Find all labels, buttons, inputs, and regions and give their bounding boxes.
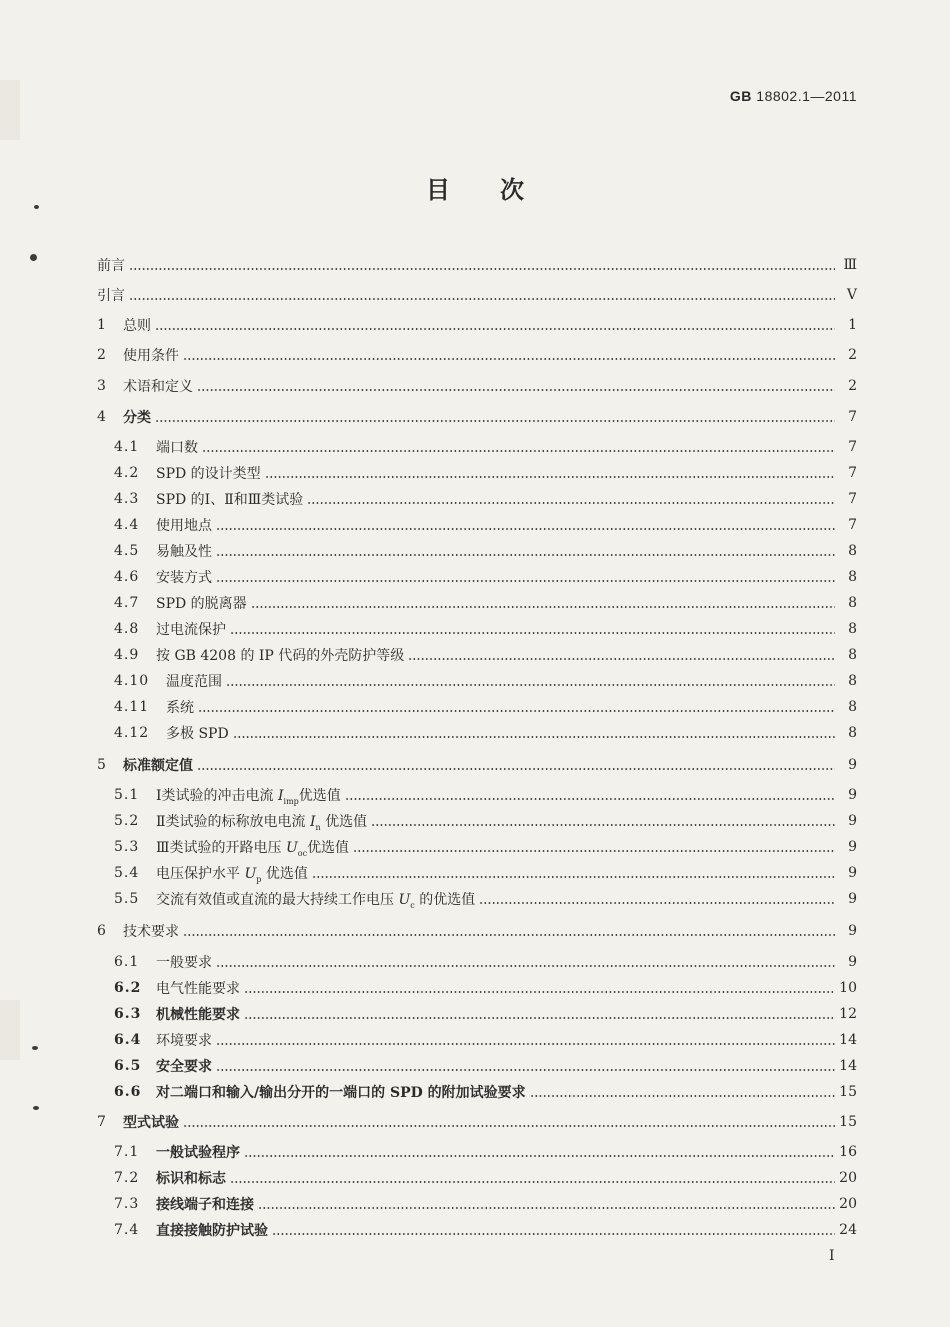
- scan-speck: [32, 1046, 38, 1050]
- scan-speck: [30, 254, 37, 261]
- toc-entry-4-6[interactable]: 4.6 安装方式 8: [114, 569, 857, 586]
- toc-entry-4-8[interactable]: 4.8 过电流保护 8: [114, 621, 857, 638]
- scan-speck: [34, 205, 39, 209]
- toc-entry-6-2[interactable]: 6.2 电气性能要求 10: [114, 980, 857, 997]
- toc-entry-introduction[interactable]: 引言 Ⅴ: [97, 287, 857, 304]
- toc-entry-5-4[interactable]: 5.4 电压保护水平 $U_p$ 优选值 9: [97, 862, 857, 884]
- toc-label-5-1: Ⅰ类试验的冲击电流 $I_{imp}$优选值: [156, 787, 341, 806]
- toc-entry-6-3[interactable]: 6.3 机械性能要求 12: [114, 1006, 857, 1023]
- toc-entry-5-3[interactable]: 5.3 Ⅲ类试验的开路电压 $U_{oc}$优选值 9: [97, 836, 857, 858]
- toc-entry-5-5[interactable]: 5.5 交流有效值或直流的最大持续工作电压 $U_c$ 的优选值 9: [97, 888, 857, 910]
- toc-entry-7-1[interactable]: 7.1 一般试验程序 16: [114, 1144, 857, 1161]
- page-title: 目次: [426, 175, 574, 204]
- toc-entry-1[interactable]: 1 总则 1: [97, 317, 857, 334]
- toc-entry-4[interactable]: 4 分类 7: [97, 409, 857, 426]
- standard-prefix: GB: [729, 88, 752, 104]
- standard-code: [730, 88, 857, 104]
- toc-entry-4-10[interactable]: 4.10 温度范围 8: [114, 673, 857, 690]
- toc-entry-4-7[interactable]: 4.7 SPD 的脱离器 8: [114, 595, 857, 612]
- scan-speck: [33, 1106, 39, 1110]
- toc-label-5-2: Ⅱ类试验的标称放电电流 $I_n$ 优选值: [156, 813, 368, 832]
- toc-entry-4-2[interactable]: 4.2 SPD 的设计类型 7: [114, 465, 857, 482]
- toc-entry-4-12[interactable]: 4.12 多极 SPD 8: [114, 725, 857, 742]
- toc-entry-4-4[interactable]: 4.4 使用地点 7: [114, 517, 857, 534]
- toc-entry-4-11[interactable]: 4.11 系统 8: [114, 699, 857, 716]
- toc-entry-4-9[interactable]: 4.9 按 GB 4208 的 IP 代码的外壳防护等级 8: [114, 647, 857, 664]
- toc-entry-6-4[interactable]: 6.4 环境要求 14: [114, 1032, 857, 1049]
- toc-entry-7-2[interactable]: 7.2 标识和标志 20: [114, 1170, 857, 1187]
- toc-entry-6-1[interactable]: 6.1 一般要求 9: [114, 954, 857, 971]
- toc-entry-2[interactable]: 2 使用条件 2: [97, 347, 857, 364]
- toc-entry-4-5[interactable]: 4.5 易触及性 8: [114, 543, 857, 560]
- standard-number: 18802.1—2011: [756, 88, 857, 104]
- toc-entry-6-5[interactable]: 6.5 安全要求 14: [114, 1058, 857, 1075]
- toc-entry-5-2[interactable]: 5.2 Ⅱ类试验的标称放电电流 $I_n$ 优选值 9: [97, 810, 857, 832]
- toc-entry-7-3[interactable]: 7.3 接线端子和连接 20: [114, 1196, 857, 1213]
- toc-label-5-4: 电压保护水平 $U_p$ 优选值: [156, 865, 308, 884]
- toc-entry-5[interactable]: 5 标准额定值 9: [97, 757, 857, 774]
- toc-entry-3[interactable]: 3 术语和定义 2: [97, 378, 857, 395]
- scan-shadow: [0, 80, 20, 140]
- toc-entry-5-1[interactable]: 5.1 Ⅰ类试验的冲击电流 $I_{imp}$优选值 9: [97, 784, 857, 806]
- toc-label-5-3: Ⅲ类试验的开路电压 $U_{oc}$优选值: [156, 839, 350, 858]
- toc-label-5-5: 交流有效值或直流的最大持续工作电压 $U_c$ 的优选值: [156, 891, 476, 910]
- toc-entry-4-3[interactable]: 4.3 SPD 的Ⅰ、Ⅱ和Ⅲ类试验 7: [114, 491, 857, 508]
- toc-entry-foreword[interactable]: 前言 Ⅲ: [97, 257, 857, 274]
- toc-entry-6[interactable]: 6 技术要求 9: [97, 923, 857, 940]
- toc-entry-4-1[interactable]: 4.1 端口数 7: [114, 439, 857, 456]
- toc-entry-7-4[interactable]: 7.4 直接接触防护试验 24: [114, 1222, 857, 1239]
- scan-shadow: [0, 1000, 20, 1060]
- toc-entry-6-6[interactable]: 6.6 对二端口和输入/输出分开的一端口的 SPD 的附加试验要求 15: [114, 1084, 857, 1101]
- page-number: I: [829, 1248, 835, 1264]
- toc-entry-7[interactable]: 7 型式试验 15: [97, 1114, 857, 1131]
